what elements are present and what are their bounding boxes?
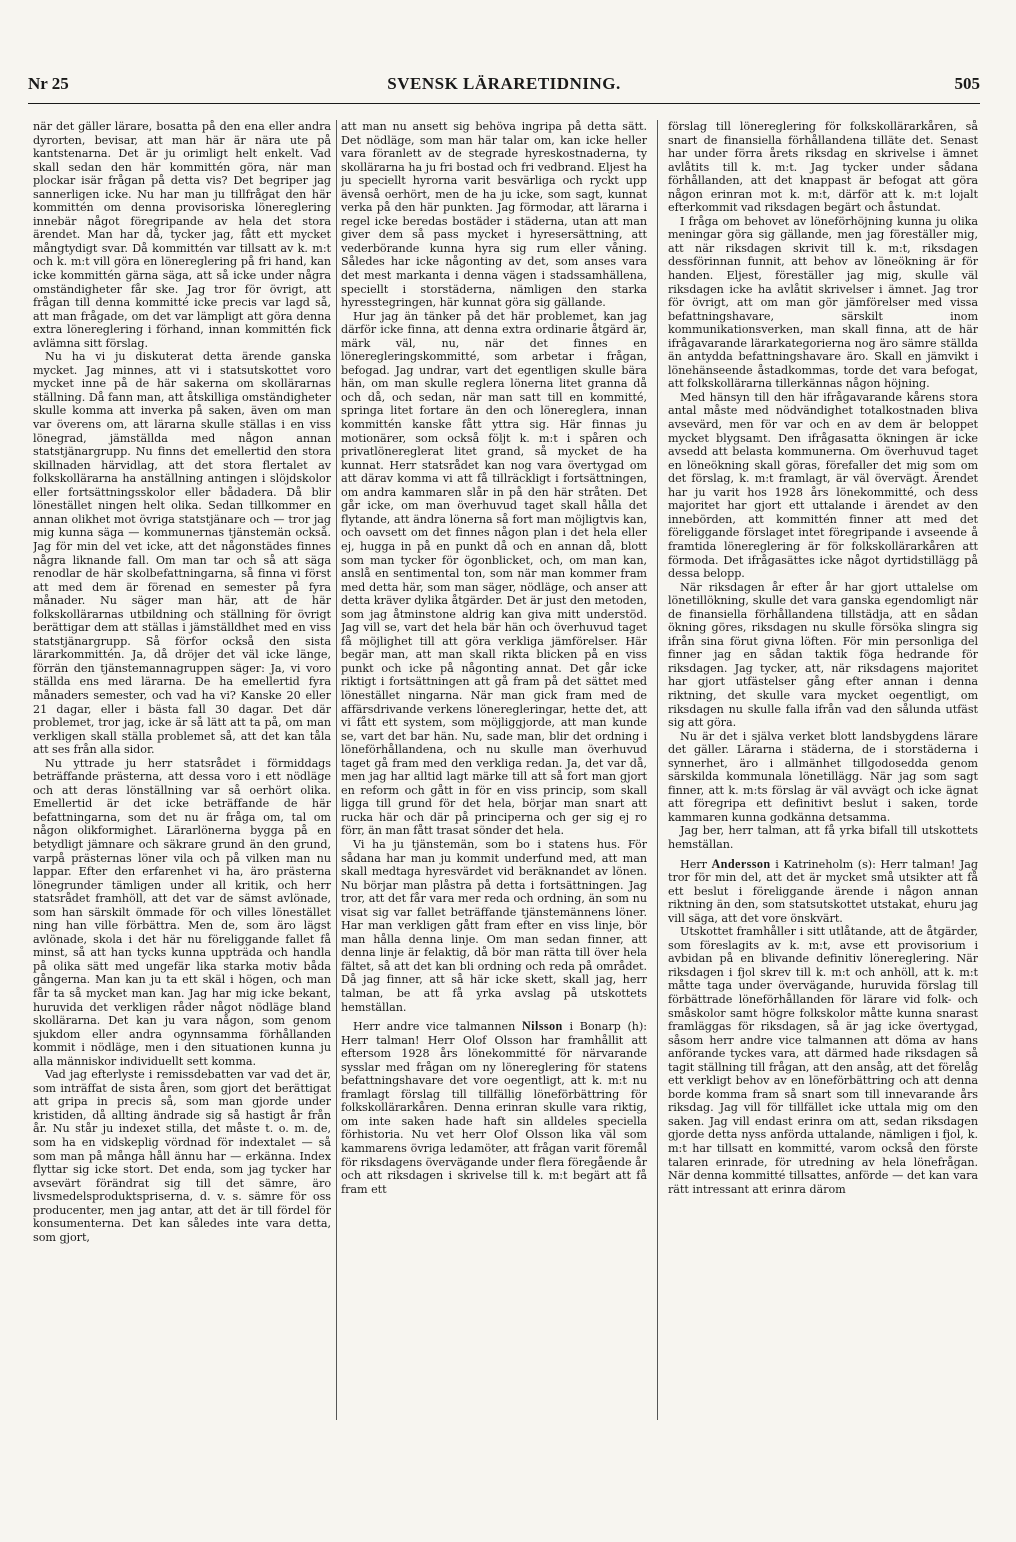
paragraph: Med hänsyn till den här ifrågavarande kårens stora antal måste med nödvändighet totalkostnaden bliva avsevärd, men för var och en av dem är beloppet mycket blygsamt. Den ifrågasatta ökningen är icke avsedd att belasta kommunerna. Om överhuvud taget en löneökning skall göras, förefaller det mig som om det förslag, k. m:t framlagt, är väl övervägt. Ärendet har ju varit hos 1928 års lönekommitté, och dess majoritet har gjort ett uttalande i ärendet av den innebörden, att kommittén finner att med det föreliggande förslaget intet föregripande i avseende å framtida lönereglering är för folkskollärarkåren att förmoda. Det ifrågasättes icke något dyrtidstillägg på dessa belopp.: [668, 390, 978, 581]
column-divider: [336, 120, 337, 1420]
issue-number: Nr 25: [28, 74, 69, 93]
speech-paragraph: [668, 858, 978, 926]
speech-text: i Katrineholm (s): Herr talman! Jag tror för min del, att det är mycket små utsikter att få ett beslut i föreliggande ärende i någon annan riktning än den, som statsutskottet utstakat, ehuru jag vill säga, att det vore önskvärt.: [668, 857, 978, 925]
paragraph: förslag till lönereglering för folkskollärarkåren, så snart de finansiella förhållandena tilläte det. Senast har under förra årets riksdag en skrivelse i ämnet avlåtits till k. m:t. Jag tycker under sådana förhållanden, att det knappast är befogat att göra någon erinran mot k. m:t, därför att k. m:t lojalt efterkommit vad riksdagen begärt och åstundat.: [668, 120, 978, 215]
paragraph: att man nu ansett sig behöva ingripa på detta sätt. Det nödläge, som man här talar om, kan icke heller vara föranlett av de stegrade hyreskostnaderna, ty skollärarna ha ju fri bostad och fri vedbrand. Eljest ha ju speciellt hyrorna varit besvärliga och ryckt upp ävenså oerhört, men de ha ju icke, som sagt, kunnat verka på den här punkten. Jag förmodar, att lärarna i regel icke beredas bostäder i städerna, utan att man giver dem så pass mycket i hyresersättning, att vederbörande kunna hyra sig rum eller våning. Således har icke någonting av det, som anses vara det mest markanta i denna vägen i stadssamhällena, speciellt i storstäderna, nämligen den starka hyresstegringen, här kunnat göra sig gällande.: [341, 120, 647, 310]
paragraph: Nu ha vi ju diskuterat detta ärende ganska mycket. Jag minnes, att vi i statsutskottet voro mycket inne på de här sakerna om skollärarnas ställning. Då fann man, att åtskilliga omständigheter skulle komma att inverka på saken, även om man var överens om, att lärarna skulle ställas i en viss lönegrad, jämställda med någon annan statstjänargrupp. Nu finns det emellertid den stora skillnaden härvidlag, att det stora flertalet av folkskollärarna ha anställning antingen i slöjdskolor eller fortsättningsskolor eller bådadera. Då blir lönestället ningen helt olika. Sedan tillkommer en annan olikhet mot övriga statstjänare och — tror jag mig kunna säga — kommunernas tjänstemän också. Jag för min del vet icke, att det någonstädes finnes några liknande fall. Om man tar och så att säga renodlar de här skolbefattningarna, så finna vi först att med dem är förenad en semester på fyra månader. Nu säger man här, att de här folkskollärarnas utbildning och ställning för övrigt berättigar dem att ställas i jämställdhet med en viss statstjänargrupp. Så förfor också den sista lärarkommittén. Ja, då dröjer det väl icke länge, förrän den tjänstemannagruppen säger: Ja, vi voro ställda ens med lärarna. De ha emellertid fyra månaders semester, och vad ha vi? Kanske 20 eller 21 dagar, eller i bästa fall 30 dagar. Det där problemet, tror jag, icke är så lätt att ta på, om man verkligen skall ställa problemet så, att det kan tåla att ses från alla sidor.: [33, 350, 331, 757]
speech-intro: Herr: [680, 857, 707, 871]
speech-intro: Herr andre vice talmannen: [353, 1020, 516, 1034]
paragraph: Utskottet framhåller i sitt utlåtande, att de åtgärder, som föreslagits av k. m:t, avse ett provisorium i avbidan på en blivande definitiv lönereglering. När riksdagen i fjol skrev till k. m:t och anhöll, att k. m:t måtte taga under övervägande, huruvida förslag till förbättrade löneförhållanden för lärare vid folk- och småskolor samt högre folkskolor måtte kunna snarast framläggas för riksdagen, så är jag icke övertygad, såsom herr andre vice talmannen att döma av hans anförande tyckes vara, att därmed hade riksdagen så tagit ställning till frågan, att den ansåg, att det förelåg ett verkligt behov av en löneförbättring och att denna borde komma fram så snart som till innevarande års riksdag. Jag vill för tillfället icke uttala mig om den saken. Jag vill endast erinra om att, sedan riksdagen gjorde detta nyss anförda uttalande, nämligen i fjol, k. m:t har tillsatt en kommitté, varom också den förste talaren erinrade, för utredning av hela lönefrågan. När denna kommitté tillsattes, anförde — det kan vara rätt intressant att erinra därom: [668, 925, 978, 1196]
speech-paragraph: [341, 1020, 647, 1196]
column-2: [341, 120, 647, 1530]
column-divider: [657, 120, 658, 1420]
page-header: [28, 74, 980, 100]
column-3: [668, 120, 978, 1530]
speaker-name: Andersson: [711, 856, 771, 871]
page-number: 505: [954, 74, 980, 93]
paragraph: Nu är det i själva verket blott landsbygdens lärare det gäller. Lärarna i städerna, de i storstäderna i synnerhet, äro i allmänhet tillgodosedda genom särskilda kommunala lönetillägg. När jag som sagt finner, att k. m:ts förslag är väl avvägt och icke ägnat att föregripa ett definitivt beslut i saken, torde kammaren kunna godkänna detsamma.: [668, 729, 978, 824]
paragraph: Vi ha ju tjänstemän, som bo i statens hus. För sådana har man ju kommit underfund med, att man skall medtaga hyresvärdet vid beräknandet av lönen. Nu börjar man plåstra på detta i fortsättningen. Jag tror, att det får vara mer reda och ordning, än som nu visat sig var fallet beträffande tjänstemännens löner. Har man verkligen gått fram efter en viss linje, bör man hålla denna linje. Om man sedan finner, att denna linje är felaktig, då bör man rätta till över hela fältet, så att det kan bli ordning och reda på området. Då jag finner, att så här icke skett, skall jag, herr talman, be att få yrka avslag på utskottets hemställan.: [341, 837, 647, 1014]
paragraph: Jag ber, herr talman, att få yrka bifall till utskottets hemställan.: [668, 824, 978, 851]
paragraph: Nu yttrade ju herr statsrådet i förmiddags beträffande prästerna, att dessa voro i ett nödläge och att deras lönställning var så oerhört olika. Emellertid är det icke beträffande de här befattningarna, som det nu är fråga om, tal om någon olikformighet. Lärarlönerna bygga på en betydligt jämnare och säkrare grund än den grund, varpå prästernas löner vila och på vilken man nu lappar. Efter den erfarenhet vi ha, äro prästerna lönegrunder tämligen under all kritik, och herr statsrådet framhöll, att det var de sämst avlönade, som han särskilt ömmade för och villes lönestället ning han ville förbättra. Men de, som äro lägst avlönade, skola i det här nu föreliggande fallet få minst, så att han tycks kunna uppträda och handla på olika sätt med ungefär lika starka motiv båda gångerna. Man kan ju ta ett skäl i högen, och man får ta så mycket man kan. Jag har mig icke bekant, huruvida det verkligen råder något nödläge bland skollärarna. Det kan ju vara någon, som genom sjukdom eller andra ogynnsamma förhållanden kommit i nödläge, men i den situationen kunna ju alla människor individuellt sett komma.: [33, 756, 331, 1068]
speech-text: i Bonarp (h): Herr talman! Herr Olof Olsson har framhållit att eftersom 1928 års lönekommitté för närvarande sysslar med frågan om ny lönereglering för statens befattningshavare det vore oegentligt, att k. m:t nu framlagt förslag till tillfällig löneförbättring för folkskollärarkåren. Denna erinran skulle vara riktig, om inte saken hade haft sin alldeles speciella förhistoria. Nu vet herr Olof Olsson lika väl som kammarens övriga ledamöter, att frågan varit föremål för riksdagens övervägande under flera föregående år och att riksdagen i skrivelse till k. m:t begärt att få fram ett: [341, 1020, 647, 1196]
header-rule: [28, 103, 980, 104]
paragraph: när det gäller lärare, bosatta på den ena eller andra dyrorten, bevisar, att man här är nära ute på kantstenarna. Det är ju orimligt helt enkelt. Vad skall sedan den här kommittén göra, när man plockar isär frågan på detta vis? Det begriper jag sannerligen icke. Nu har man ju tillfrågat den här kommittén om denna provisoriska lönereglering innebär något föregripande av hela det stora ärendet. Man har då, tycker jag, fått ett mycket mångtydigt svar. Då kommittén var tillsatt av k. m:t och k. m:t vill göra en lönereglering på fri hand, kan icke kommittén gärna säga, att så icke under några omständigheter får ske. Jag tror för övrigt, att frågan till denna kommitté icke precis var lagd så, att man frågade, om det var lämpligt att göra denna extra lönereglering i förhand, innan kommittén fick avlämna sitt förslag.: [33, 120, 331, 350]
speaker-name: Nilsson: [521, 1019, 563, 1034]
paragraph: När riksdagen år efter år har gjort uttalelse om lönetillökning, skulle det vara ganska egendomligt när de finansiella förhållandena tillstädja, att en sådan ökning göres, riksdagen nu skulle försöka slingra sig ifrån sina förut givna löften. För min personliga del finner jag en sådan taktik föga hedrande för riksdagen. Jag tycker, att, när riksdagens majoritet har gjort utfästelser gång efter annan i denna riktning, det skulle vara mycket oegentligt, om riksdagen nu skulle falla ifrån vad den sålunda utfäst sig att göra.: [668, 580, 978, 730]
paragraph: Hur jag än tänker på det här problemet, kan jag därför icke finna, att denna extra ordinarie åtgärd är, märk väl, nu, när det finnes en löneregleringskommitté, som arbetar i frågan, befogad. Jag undrar, vart det egentligen skulle bära hän, om man skulle reglera lönerna litet granna då och då, och sedan, när man satt till en kommitté, springa litet fortare än den och lönereglera, innan kommittén kanske fått yttra sig. Här finnas ju motionärer, som också följt k. m:t i spåren och privatlönereglerat litet grand, så mycket de ha kunnat. Herr statsrådet kan nog vara övertygad om att därav komma vi att få tillräckligt i fortsättningen, om andra kammaren slår in på den här stråten. Det går icke, om man överhuvud taget skall hålla det flytande, att ändra lönerna så fort man möjligtvis kan, och oavsett om det finnes någon plan i det hela eller ej, hugga in på en punkt då och en annan då, blott som man tycker för ögonblicket, och, om man kan, anslå en sentimental ton, som när man kommer fram med detta här, som man säger, nödläge, och anser att detta kräver dylika åtgärder. Det är just den metoden, som jag åtminstone aldrig kan giva mitt understöd. Jag vill se, vart det hela bär hän och överhuvud taget få möjlighet till att göra verkliga jämförelser. Här begär man, att man skall rikta blicken på en viss punkt och icke på någonting annat. Det går icke riktigt i fortsättningen att gå fram på det sättet med lönestället ningarna. När man gick fram med de affärsdrivande verkens löneregleringar, hette det, att vi fått ett system, som möjliggjorde, att man kunde se, vart det bar hän. Nu, sade man, blir det ordning i löneförhållandena, och nu skulle man överhuvud taget gå fram med den verkliga redan. Ja, det var då, men jag har alltid lagt märke till att så fort man gjort en reform och gått in för en viss princip, som skall ligga till grund för det hela, börjar man snart att rucka här och där på principerna och ger sig ej ro förr, än man fått trasat sönder det hela.: [341, 309, 647, 838]
column-1: [33, 120, 331, 1530]
paragraph: I fråga om behovet av löneförhöjning kunna ju olika meningar göra sig gällande, men jag föreställer mig, att när riksdagen skrivit till k. m:t, riksdagen dessförinnan funnit, att behov av löneökning är för handen. Eljest, föreställer jag mig, skulle väl riksdagen icke ha avlåtit skrivelser i ämnet. Jag tror för övrigt, att om man gör jämförelser med vissa befattningshavare, särskilt inom kommunikationsverken, man skall finna, att de här ifrågavarande lärarkategorierna nog äro sämre ställda än antydda befattningshavare äro. Skall en jämvikt i lönehänseende åstadkommas, torde det vara befogat, att folkskollärarna tillerkännas någon höjning.: [668, 214, 978, 391]
paragraph: Vad jag efterlyste i remissdebatten var vad det är, som inträffat de sista åren, som gjort det berättigat att gripa in precis så, som man gjorde under kristiden, då allting ändrade sig så hastigt år från år. Nu står ju indexet stilla, det måste t. o. m. de, som ha en vidskeplig vördnad för indextalet — så som man på många håll ännu har — erkänna. Index flyttar sig icke stort. Det enda, som jag tycker har avsevärt förändrat sig till det sämre, äro livsmedelsproduktspriserna, d. v. s. sämre för oss producenter, men jag antar, att det är till fördel för konsumenterna. Det kan således inte vara detta, som gjort,: [33, 1068, 331, 1244]
journal-title: SVENSK LÄRARETIDNING.: [387, 74, 621, 93]
